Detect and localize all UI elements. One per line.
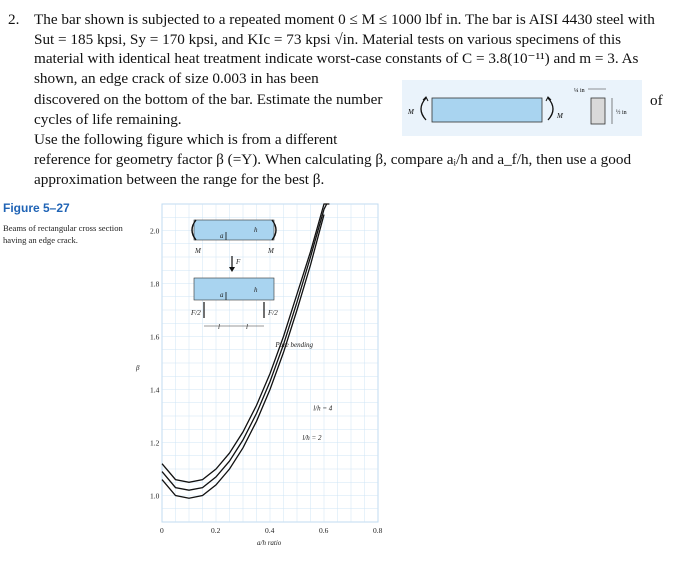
problem-line: approximation between the range for the best β. bbox=[34, 170, 325, 188]
chart-svg bbox=[130, 200, 390, 560]
problem-line: material with identical heat treatment indicate worst-case constants of C = 3.8(10⁻¹¹) and m = 3. As bbox=[34, 50, 639, 67]
moment-label-left: M bbox=[195, 247, 201, 255]
three-point-beam bbox=[194, 278, 274, 300]
span-label-right: l bbox=[246, 323, 248, 331]
x-tick-label: 0.8 bbox=[373, 526, 383, 535]
x-tick-label: 0.4 bbox=[265, 526, 275, 535]
problem-line: shown, an edge crack of size 0.003 in has been bbox=[34, 69, 319, 87]
y-tick-label: 1.4 bbox=[150, 385, 160, 395]
problem-line: reference for geometry factor β (=Y). When calculating β, compare aᵢ/h and a_f/h, then use a good bbox=[34, 151, 632, 168]
bending-beam bbox=[194, 220, 274, 240]
bar-cross-section bbox=[591, 98, 605, 124]
moment-right-label: M bbox=[557, 112, 563, 120]
problem-trailing-word: of bbox=[650, 92, 663, 109]
moment-left-label: M bbox=[408, 108, 414, 116]
problem-line: discovered on the bottom of the bar. Estimate the number bbox=[34, 91, 383, 108]
problem-line: Sut = 185 kpsi, Sy = 170 kpsi, and KIc = 73 kpsi √in. Material tests on various specimens of this bbox=[34, 30, 622, 48]
annotation-l-h-4: l/h = 4 bbox=[313, 404, 333, 413]
y-tick-label: 1.6 bbox=[150, 332, 160, 342]
depth-label: h bbox=[254, 226, 258, 234]
problem-line: Use the following figure which is from a different bbox=[34, 131, 338, 148]
problem-number: 2. bbox=[8, 11, 20, 28]
x-tick-label: 0.6 bbox=[319, 526, 329, 535]
height-dimension-label: ½ in bbox=[616, 110, 627, 116]
annotation-pure-bending: Pure bending bbox=[275, 341, 314, 350]
half-force-label-right: F/2 bbox=[268, 309, 278, 317]
force-label: F bbox=[236, 258, 241, 266]
y-tick-label: 1.0 bbox=[150, 491, 160, 501]
bar-diagram-svg bbox=[402, 80, 642, 136]
crack-label-2: a bbox=[220, 291, 224, 299]
figure-title: Figure 5–27 bbox=[3, 201, 70, 215]
width-dimension-label: ¼ in bbox=[574, 88, 585, 94]
y-tick-label: 2.0 bbox=[150, 226, 160, 236]
figure-caption: Beams of rectangular cross section having an edge crack. bbox=[3, 223, 123, 245]
moment-arrow-right bbox=[548, 98, 553, 120]
problem-line: cycles of life remaining. bbox=[34, 111, 182, 128]
depth-label-2: h bbox=[254, 286, 258, 294]
x-axis-label: a/h ratio bbox=[257, 539, 282, 547]
crack-label: a bbox=[220, 232, 224, 240]
annotation-l-h-2: l/h = 2 bbox=[302, 433, 322, 442]
bar-rectangle bbox=[432, 98, 542, 122]
y-axis-label: β bbox=[136, 364, 140, 372]
y-tick-label: 1.8 bbox=[150, 279, 160, 289]
moment-label-right: M bbox=[268, 247, 274, 255]
geometry-factor-chart bbox=[130, 200, 390, 565]
x-tick-label: 0 bbox=[160, 526, 164, 535]
span-label-left: l bbox=[218, 323, 220, 331]
y-tick-label: 1.2 bbox=[150, 438, 160, 448]
half-force-label-left: F/2 bbox=[191, 309, 201, 317]
moment-arrow-left bbox=[421, 98, 426, 120]
bar-diagram bbox=[402, 80, 642, 136]
problem-line: The bar shown is subjected to a repeated moment 0 ≤ M ≤ 1000 lbf in. The bar is AISI 4430 steel with bbox=[34, 11, 655, 28]
x-tick-label: 0.2 bbox=[211, 526, 221, 535]
